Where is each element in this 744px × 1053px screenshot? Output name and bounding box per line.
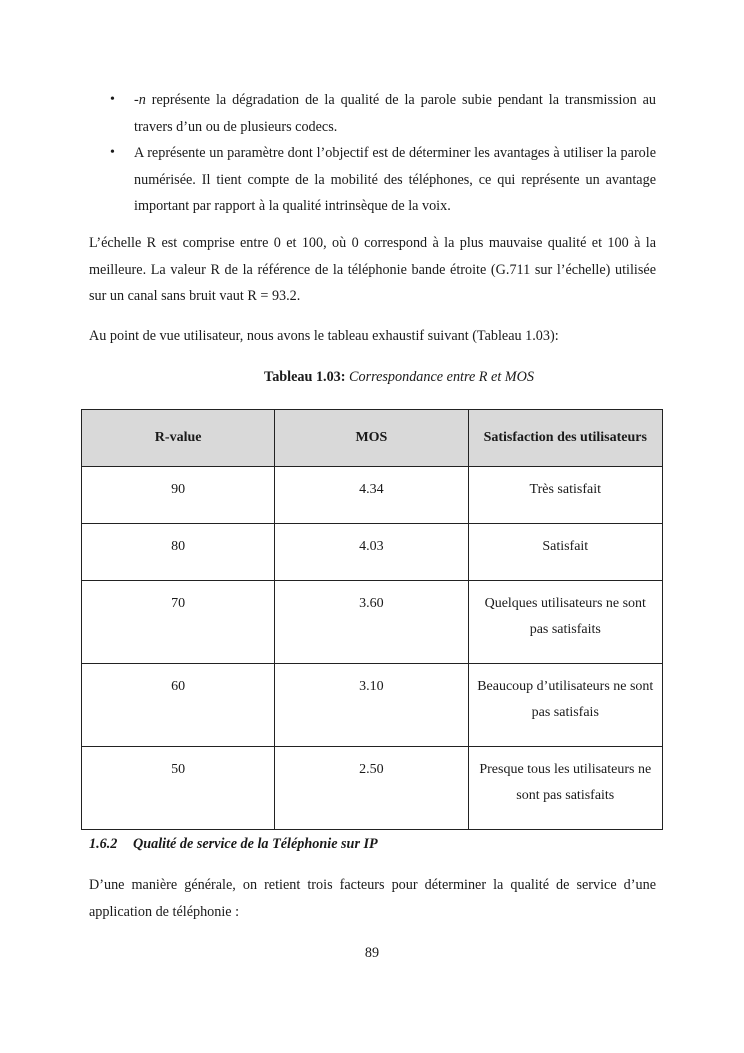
table-caption-label: Tableau 1.03: <box>264 369 346 385</box>
paragraph-qos-factors: D’une manière générale, on retient trois facteurs pour déterminer la qualité de service d’une application de téléphonie : <box>89 877 656 920</box>
bullet-text-a: A représente un paramètre dont l’objectif est de déterminer les avantages à utiliser la parole numérisée. Il tient compte de la mobilité des téléphones, ce qui représente un avantage important par rapport à la qualité intrinsèque de la voix. <box>134 145 656 214</box>
bullet-item-a <box>89 140 656 220</box>
bullet-icon: • <box>110 145 115 160</box>
cell-r-value: 60 <box>82 664 275 747</box>
bullet-lead-n: -n <box>134 92 146 108</box>
cell-mos: 3.10 <box>275 664 468 747</box>
cell-satisfaction: Satisfait <box>468 524 662 581</box>
cell-r-value: 80 <box>82 524 275 581</box>
cell-r-value: 50 <box>82 747 275 830</box>
bullet-text-n: représente la dégradation de la qualité de la parole subie pendant la transmission au travers d’un ou de plusieurs codecs. <box>134 92 656 135</box>
table-row <box>82 581 663 664</box>
header-r-value: R-value <box>82 410 275 467</box>
cell-r-value: 70 <box>82 581 275 664</box>
cell-mos: 4.34 <box>275 467 468 524</box>
section-number: 1.6.2 <box>89 836 118 852</box>
table-row <box>82 747 663 830</box>
table-header-row <box>82 410 663 467</box>
r-mos-table <box>81 409 663 830</box>
section-title: Qualité de service de la Téléphonie sur IP <box>133 836 378 852</box>
page-number: 89 <box>364 945 380 961</box>
section-heading <box>89 831 378 857</box>
paragraph-r-scale: L’échelle R est comprise entre 0 et 100, où 0 correspond à la plus mauvaise qualité et 100 à la meilleure. La valeur R de la référence de la téléphonie bande étroite (G.711 sur l’échelle) utilisée sur un canal sans bruit vaut R = 93.2. <box>89 235 656 304</box>
cell-r-value: 90 <box>82 467 275 524</box>
table-row <box>82 524 663 581</box>
table-caption-title: Correspondance entre R et MOS <box>349 369 534 385</box>
header-satisfaction: Satisfaction des utilisateurs <box>468 410 662 467</box>
cell-satisfaction: Beaucoup d’utilisateurs ne sont pas satisfais <box>468 664 662 747</box>
bullet-list <box>89 87 656 220</box>
cell-mos: 4.03 <box>275 524 468 581</box>
table-caption <box>89 365 709 389</box>
cell-satisfaction: Très satisfait <box>468 467 662 524</box>
table-row <box>82 467 663 524</box>
cell-mos: 2.50 <box>275 747 468 830</box>
bullet-icon: • <box>110 92 115 107</box>
table-row <box>82 664 663 747</box>
cell-satisfaction: Quelques utilisateurs ne sont pas satisfaits <box>468 581 662 664</box>
bullet-item-n <box>89 87 656 140</box>
paragraph-table-intro: Au point de vue utilisateur, nous avons le tableau exhaustif suivant (Tableau 1.03): <box>89 328 559 344</box>
cell-mos: 3.60 <box>275 581 468 664</box>
cell-satisfaction: Presque tous les utilisateurs ne sont pas satisfaits <box>468 747 662 830</box>
header-mos: MOS <box>275 410 468 467</box>
